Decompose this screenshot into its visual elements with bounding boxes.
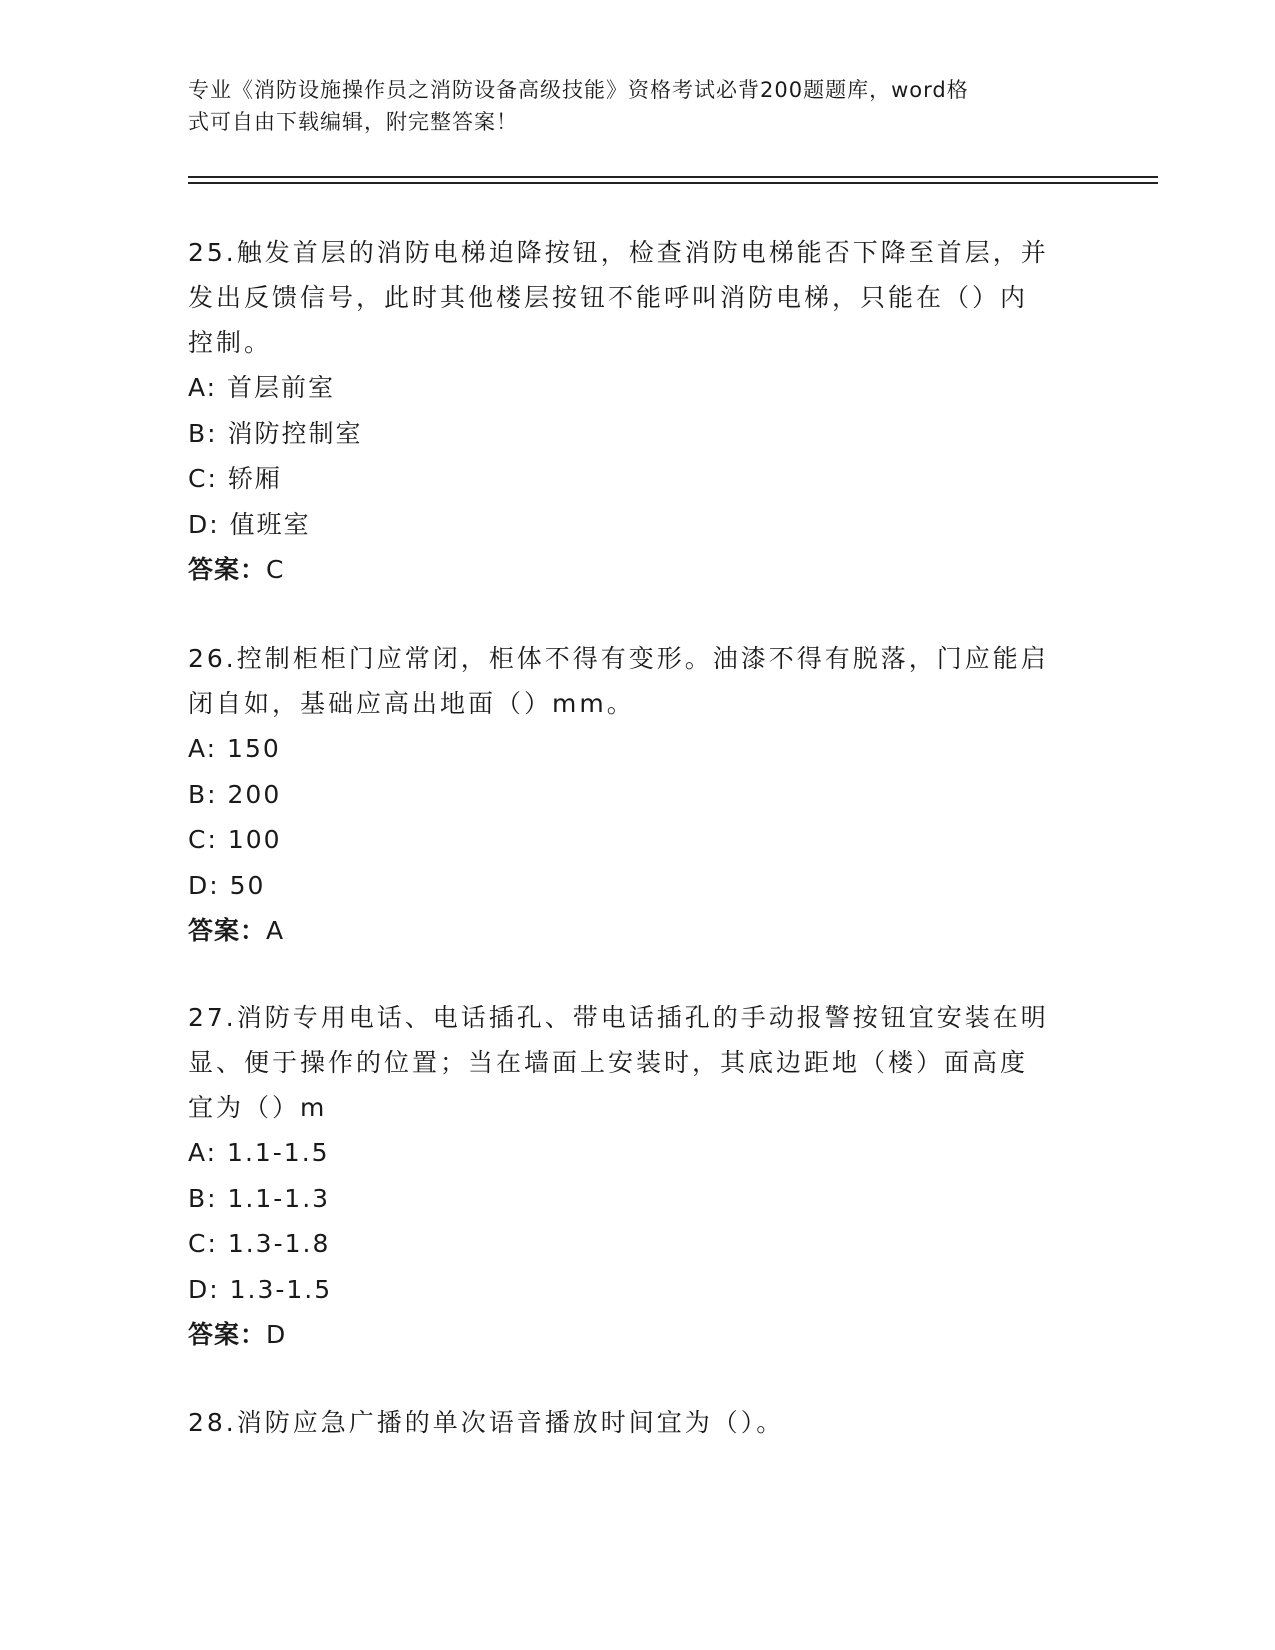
header-divider-top	[188, 176, 1158, 178]
option-b: B: 1.1-1.3	[188, 1183, 331, 1213]
option-c: C: 100	[188, 825, 282, 854]
option-a: A: 1.1-1.5	[188, 1138, 330, 1167]
question-28	[188, 1400, 1088, 1445]
answer-label: 答案：	[188, 1320, 267, 1349]
question-stem-line: 25.触发首层的消防电梯迫降按钮，检查消防电梯能否下降至首层，并	[188, 238, 1049, 267]
question-27	[188, 995, 1088, 1358]
header-line-2: 式可自由下载编辑，附完整答案！	[188, 110, 518, 134]
answer-line	[188, 908, 1088, 954]
answer-value: A	[266, 916, 285, 945]
question-stem-line: 闭自如，基础应高出地面（）mm。	[188, 689, 635, 718]
question-stem-line: 控制。	[188, 328, 273, 357]
option-d: D: 50	[188, 870, 266, 900]
option-a: A: 首层前室	[188, 373, 336, 402]
document-header	[188, 74, 1068, 138]
option-c: C: 1.3-1.8	[188, 1229, 331, 1258]
option-b: B: 200	[188, 779, 282, 809]
header-divider-bottom	[188, 182, 1158, 184]
header-line-1: 专业《消防设施操作员之消防设备高级技能》资格考试必背200题题库，word格	[188, 78, 969, 102]
question-stem-line: 发出反馈信号，此时其他楼层按钮不能呼叫消防电梯，只能在（）内	[188, 283, 1029, 312]
answer-label: 答案：	[188, 555, 267, 584]
option-a: A: 150	[188, 734, 281, 763]
answer-label: 答案：	[188, 916, 267, 945]
question-stem-line: 26.控制柜柜门应常闭，柜体不得有变形。油漆不得有脱落，门应能启	[188, 644, 1049, 673]
option-b: B: 消防控制室	[188, 418, 363, 448]
question-stem-line: 28.消防应急广播的单次语音播放时间宜为（）。	[188, 1408, 785, 1437]
answer-value: D	[266, 1320, 287, 1349]
option-d: D: 值班室	[188, 509, 311, 539]
answer-line	[188, 1312, 1088, 1358]
question-stem-line: 显、便于操作的位置；当在墙面上安装时，其底边距地（楼）面高度	[188, 1048, 1029, 1077]
answer-value: C	[266, 555, 285, 584]
question-26	[188, 636, 1088, 954]
answer-line	[188, 547, 1088, 593]
question-25	[188, 230, 1088, 593]
question-stem-line: 27.消防专用电话、电话插孔、带电话插孔的手动报警按钮宜安装在明	[188, 1003, 1049, 1032]
option-c: C: 轿厢	[188, 464, 282, 493]
question-stem-line: 宜为（）m	[188, 1093, 328, 1122]
option-d: D: 1.3-1.5	[188, 1274, 333, 1304]
